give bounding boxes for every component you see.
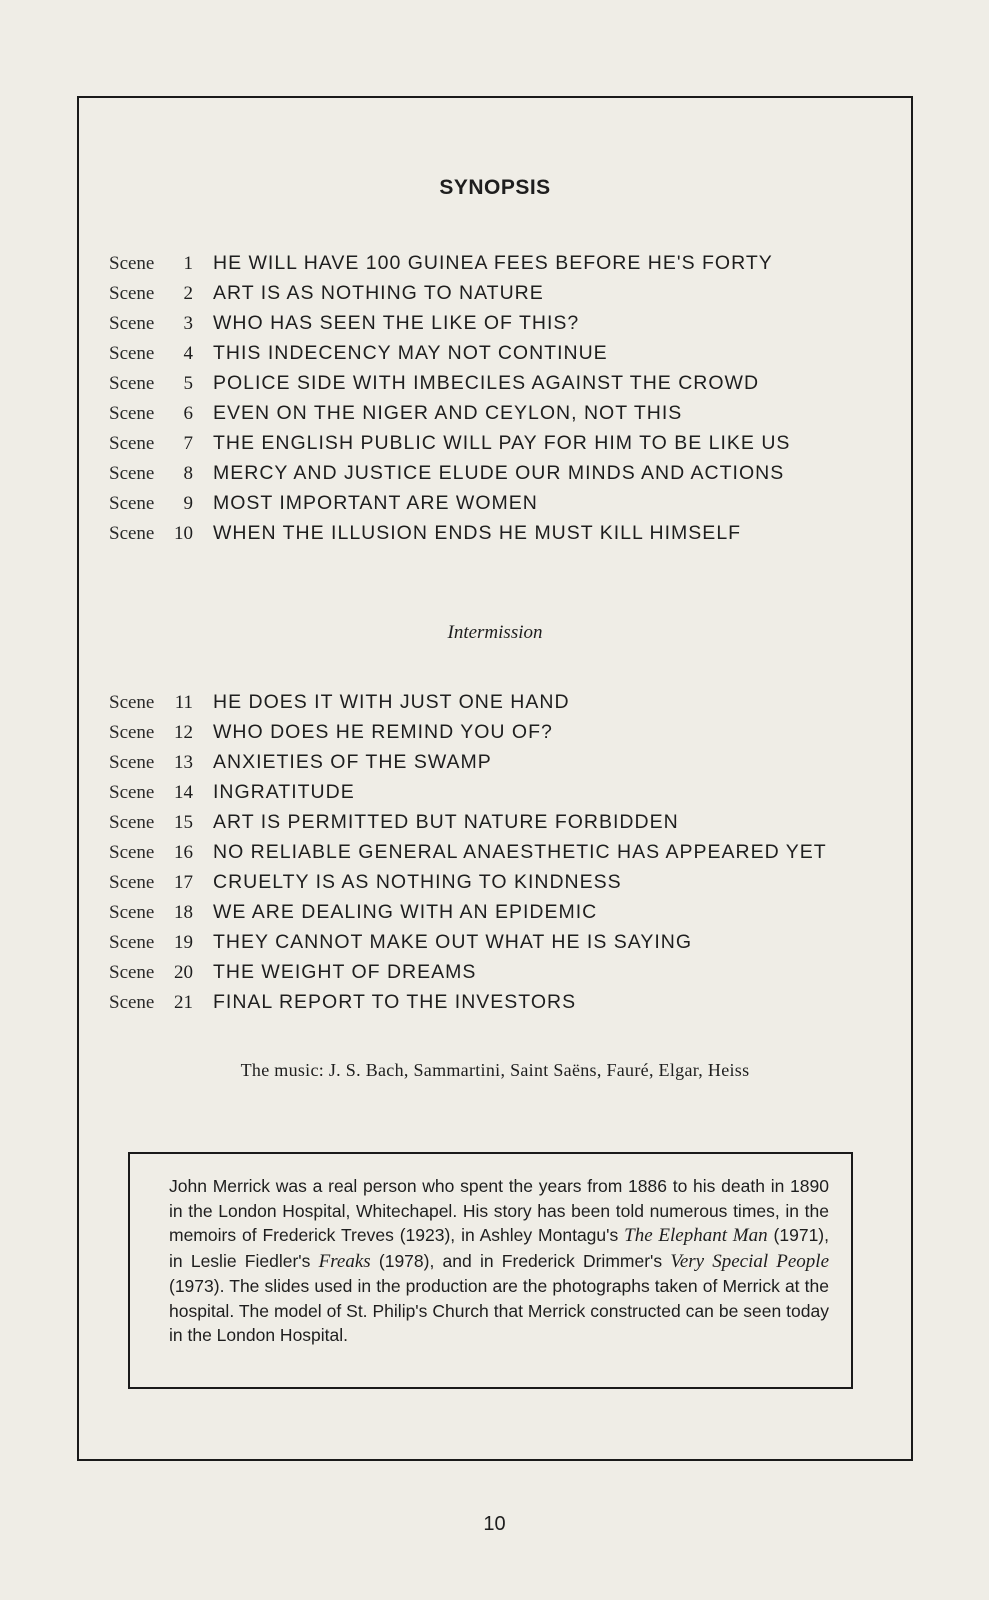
scene-row — [109, 897, 899, 927]
scene-row — [109, 278, 899, 308]
scene-row — [109, 338, 899, 368]
note-text: (1978), and in Frederick Drimmer's — [370, 1250, 671, 1271]
scene-label: Scene — [109, 283, 155, 304]
scene-title: ART IS PERMITTED BUT NATURE FORBIDDEN — [213, 811, 679, 833]
scene-title: WHO DOES HE REMIND YOU OF? — [213, 721, 553, 743]
scene-row — [109, 428, 899, 458]
intermission-label: Intermission — [447, 622, 543, 643]
scene-number: 10 — [174, 523, 193, 544]
scene-number: 13 — [174, 752, 193, 773]
music-credits: The music: J. S. Bach, Sammartini, Saint Saëns, Fauré, Elgar, Heiss — [240, 1060, 750, 1080]
scene-label: Scene — [109, 812, 155, 833]
scene-title: HE WILL HAVE 100 GUINEA FEES BEFORE HE'S FORTY — [213, 252, 773, 274]
scene-label: Scene — [109, 992, 155, 1013]
scene-number: 8 — [183, 463, 193, 484]
scene-row — [109, 807, 899, 837]
scene-title: THIS INDECENCY MAY NOT CONTINUE — [213, 342, 608, 364]
scene-label: Scene — [109, 782, 155, 803]
scene-number: 20 — [174, 962, 193, 983]
note-book-title: Very Special People — [670, 1250, 829, 1272]
scene-row — [109, 927, 899, 957]
scene-row — [109, 777, 899, 807]
scene-label: Scene — [109, 722, 155, 743]
scene-number: 12 — [174, 722, 193, 743]
scene-title: HE DOES IT WITH JUST ONE HAND — [213, 691, 570, 713]
scene-row — [109, 398, 899, 428]
scene-row — [109, 458, 899, 488]
scene-list-act2 — [109, 687, 899, 1017]
scene-number: 17 — [174, 872, 193, 893]
scene-row — [109, 957, 899, 987]
scene-number: 14 — [174, 782, 193, 803]
scene-label: Scene — [109, 463, 155, 484]
scene-label: Scene — [109, 692, 155, 713]
scene-label: Scene — [109, 403, 155, 424]
scene-number: 7 — [183, 433, 193, 454]
scene-title: FINAL REPORT TO THE INVESTORS — [213, 991, 577, 1013]
page-title: SYNOPSIS — [439, 176, 551, 199]
scene-number: 1 — [183, 253, 193, 274]
scene-row — [109, 717, 899, 747]
scene-label: Scene — [109, 962, 155, 983]
scene-title: THE WEIGHT OF DREAMS — [213, 961, 477, 983]
note-text: John Merrick was a real person who spent the years from 1886 to his death in 1890 in the London Hospital, Whitechapel. His story has been told numerous times, in the memoirs of Frederick Treves (1923), in Ashley Montagu's — [169, 1176, 829, 1245]
scene-row — [109, 747, 899, 777]
scene-title: MERCY AND JUSTICE ELUDE OUR MINDS AND ACTIONS — [213, 462, 785, 484]
scene-label: Scene — [109, 523, 155, 544]
scene-title: EVEN ON THE NIGER AND CEYLON, NOT THIS — [213, 402, 683, 424]
scene-list-act1 — [109, 248, 899, 548]
scene-row — [109, 368, 899, 398]
scene-title: THEY CANNOT MAKE OUT WHAT HE IS SAYING — [213, 931, 692, 953]
scene-number: 9 — [183, 493, 193, 514]
scene-label: Scene — [109, 493, 155, 514]
scene-title: WE ARE DEALING WITH AN EPIDEMIC — [213, 901, 598, 923]
scene-row — [109, 488, 899, 518]
synopsis-frame — [77, 96, 913, 1461]
scene-row — [109, 687, 899, 717]
scene-title: ART IS AS NOTHING TO NATURE — [213, 282, 544, 304]
scene-number: 21 — [174, 992, 193, 1013]
scene-label: Scene — [109, 343, 155, 364]
scene-number: 2 — [183, 283, 193, 304]
scene-row — [109, 248, 899, 278]
note-text: (1971), in Leslie Fiedler's — [169, 1225, 829, 1271]
scene-label: Scene — [109, 902, 155, 923]
scene-row — [109, 308, 899, 338]
scene-number: 19 — [174, 932, 193, 953]
scene-title: MOST IMPORTANT ARE WOMEN — [213, 492, 538, 514]
scene-title: CRUELTY IS AS NOTHING TO KINDNESS — [213, 871, 622, 893]
scene-title: THE ENGLISH PUBLIC WILL PAY FOR HIM TO BE LIKE US — [213, 432, 791, 454]
scene-number: 11 — [174, 692, 193, 713]
note-text: (1973). The slides used in the production are the photographs taken of Merrick at the hospital. The model of St. Philip's Church that Merrick constructed can be seen today in the London Hospital. — [169, 1276, 829, 1345]
scene-label: Scene — [109, 253, 155, 274]
scene-title: ANXIETIES OF THE SWAMP — [213, 751, 492, 773]
scene-title: INGRATITUDE — [213, 781, 355, 803]
scene-number: 18 — [174, 902, 193, 923]
scene-title: WHO HAS SEEN THE LIKE OF THIS? — [213, 312, 580, 334]
scene-number: 5 — [183, 373, 193, 394]
scene-row — [109, 987, 899, 1017]
scene-row — [109, 518, 899, 548]
scene-row — [109, 837, 899, 867]
scene-number: 15 — [174, 812, 193, 833]
scene-label: Scene — [109, 373, 155, 394]
scene-label: Scene — [109, 872, 155, 893]
scene-number: 4 — [183, 343, 193, 364]
scene-title: NO RELIABLE GENERAL ANAESTHETIC HAS APPEARED YET — [213, 841, 827, 863]
scene-label: Scene — [109, 433, 155, 454]
scene-label: Scene — [109, 932, 155, 953]
scene-number: 6 — [183, 403, 193, 424]
scene-title: POLICE SIDE WITH IMBECILES AGAINST THE CROWD — [213, 372, 760, 394]
scene-title: WHEN THE ILLUSION ENDS HE MUST KILL HIMSELF — [213, 522, 742, 544]
scene-row — [109, 867, 899, 897]
page-number: 10 — [483, 1513, 506, 1535]
note-book-title: Freaks — [318, 1250, 371, 1272]
scene-number: 16 — [174, 842, 193, 863]
scene-number: 3 — [183, 313, 193, 334]
scene-label: Scene — [109, 842, 155, 863]
note-book-title: The Elephant Man — [624, 1225, 768, 1246]
historical-note-box — [128, 1152, 853, 1389]
scene-label: Scene — [109, 752, 155, 773]
scene-label: Scene — [109, 313, 155, 334]
